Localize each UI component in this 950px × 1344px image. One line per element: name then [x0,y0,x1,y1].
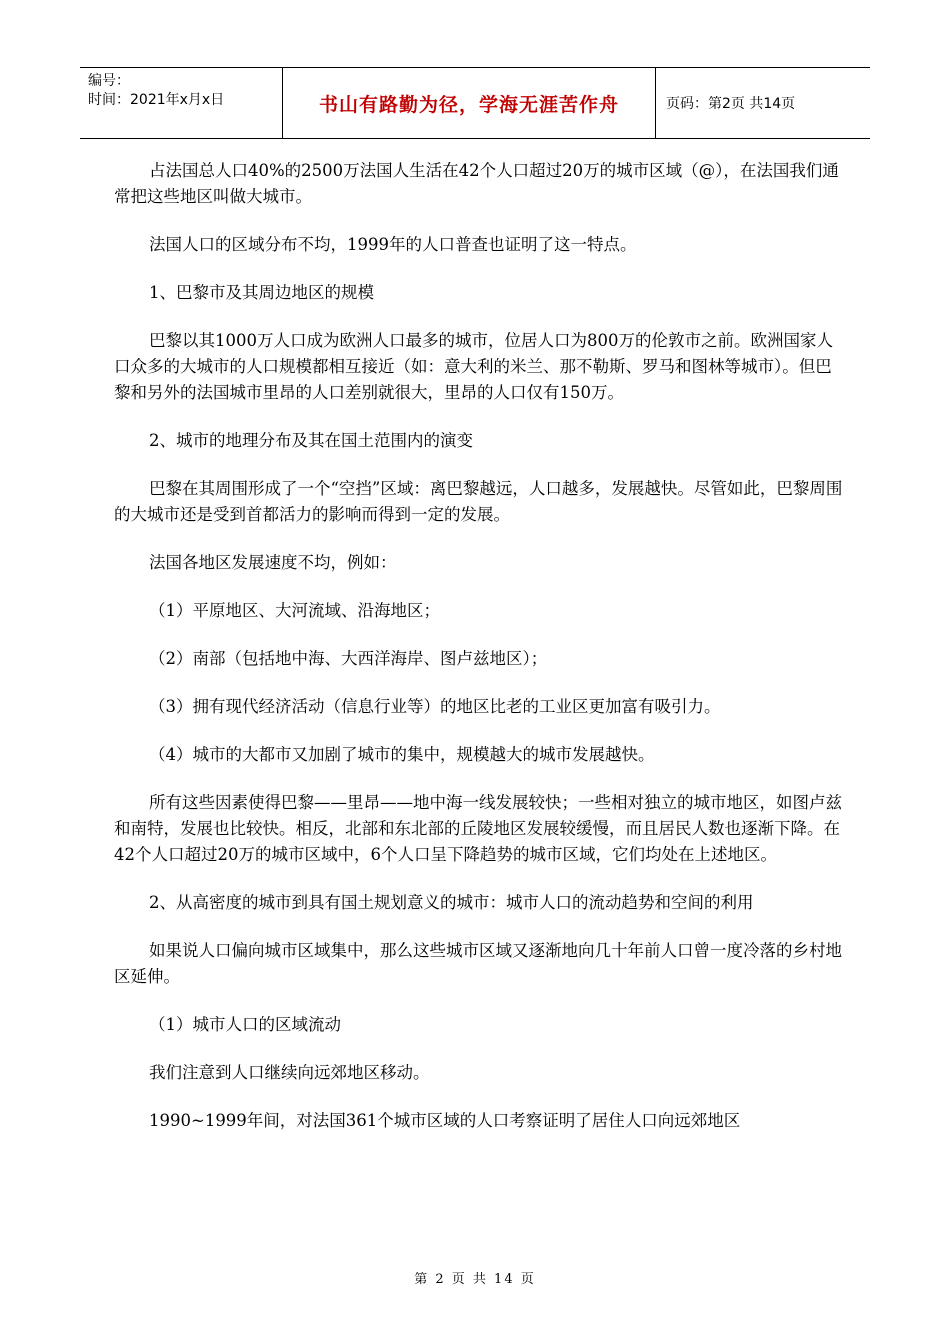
paragraph: 1990~1999年间，对法国361个城市区域的人口考察证明了居住人口向远郊地区 [149,1111,741,1130]
paragraph: 我们注意到人口继续向远郊地区移动。 [149,1063,430,1082]
document-body [114,158,846,1156]
header-page-info-cell [656,68,870,138]
list-item: （1）平原地区、大河流域、沿海地区； [149,601,440,620]
page-footer: 第 2 页 共 14 页 [414,1272,536,1287]
page-header [80,67,870,139]
paragraph: 巴黎以其1000万人口成为欧洲人口最多的城市，位居人口为800万的伦敦市之前。欧洲国家人口众多的大城市的人口规模都相互接近（如：意大利的米兰、那不勒斯、罗马和图林等城市）。但巴黎和另外的法国城市里昂的人口差别就很大，里昂的人口仅有150万。 [114,331,833,402]
paragraph: 法国各地区发展速度不均，例如： [149,553,397,572]
section-heading: 2、城市的地理分布及其在国土范围内的演变 [149,431,473,450]
number-label: 编号： [88,73,130,89]
paragraph: 所有这些因素使得巴黎——里昂——地中海一线发展较快；一些相对独立的城市地区，如图卢兹和南特，发展也比较快。相反，北部和东北部的丘陵地区发展较缓慢，而且居民人数也逐渐下降。在42个人口超过20万的城市区域中，6个人口呈下降趋势的城市区域，它们均处在上述地区。 [114,793,842,864]
page-info: 页码：第2页 共14页 [666,96,796,112]
subsection-heading: （1）城市人口的区域流动 [149,1015,341,1034]
section-heading: 1、巴黎市及其周边地区的规模 [149,283,374,302]
time-label: 时间：2021年x月x日 [88,92,225,108]
paragraph: 占法国总人口40%的2500万法国人生活在42个人口超过20万的城市区域（@），在法国我们通常把这些地区叫做大城市。 [114,161,839,206]
section-heading: 2、从高密度的城市到具有国土规划意义的城市：城市人口的流动趋势和空间的利用 [149,893,754,912]
list-item: （3）拥有现代经济活动（信息行业等）的地区比老的工业区更加富有吸引力。 [149,697,721,716]
paragraph: 法国人口的区域分布不均，1999年的人口普查也证明了这一特点。 [149,235,637,254]
paragraph: 巴黎在其周围形成了一个“空挡”区域：离巴黎越远，人口越多，发展越快。尽管如此，巴黎周围的大城市还是受到首都活力的影响而得到一定的发展。 [114,479,843,524]
list-item: （4）城市的大都市又加剧了城市的集中，规模越大的城市发展越快。 [149,745,655,764]
header-meta [80,68,283,138]
motto-text: 书山有路勤为径，学海无涯苦作舟 [318,93,619,116]
header-motto-cell [283,68,656,138]
paragraph: 如果说人口偏向城市区域集中，那么这些城市区域又逐渐地向几十年前人口曾一度冷落的乡村地区延伸。 [114,941,842,986]
list-item: （2）南部（包括地中海、大西洋海岸、图卢兹地区）； [149,649,548,668]
